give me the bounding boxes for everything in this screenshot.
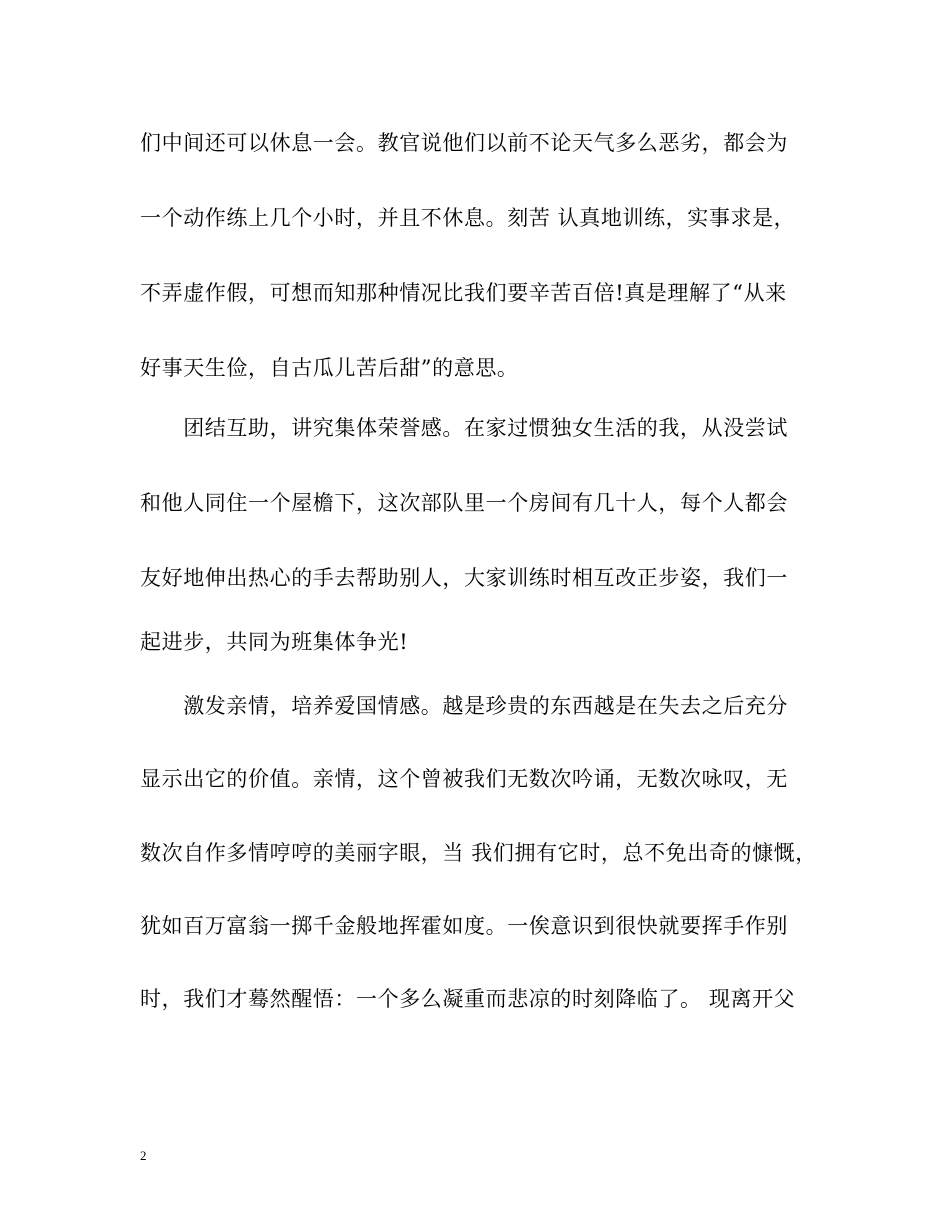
text-line: 团结互助，讲究集体荣誉感。在家过惯独女生活的我，从没尝试: [140, 416, 788, 440]
text-line: 好事天生俭，自古瓜儿苦后甜”的意思。: [140, 356, 519, 380]
text-line: 一个动作练上几个小时，并且不休息。刻苦 认真地训练，实事求是，: [140, 206, 796, 230]
text-line: 起进步，共同为班集体争光!: [140, 630, 409, 654]
text-line: 们中间还可以休息一会。教官说他们以前不论天气多么恶劣，都会为: [140, 131, 788, 155]
text-line: 显示出它的价值。亲情，这个曾被我们无数次吟诵，无数次咏叹，无: [140, 767, 788, 791]
text-line: 和他人同住一个屋檐下，这次部队里一个房间有几十人，每个人都会: [140, 491, 788, 515]
text-line: 数次自作多情哼哼的美丽字眼，当 我们拥有它时，总不免出奇的慷慨，: [140, 841, 817, 865]
text-line: 犹如百万富翁一掷千金般地挥霍如度。一俟意识到很快就要挥手作别: [140, 914, 788, 938]
page-number: 2: [140, 1148, 147, 1163]
text-line: 时，我们才蓦然醒悟：一个多么凝重而悲凉的时刻降临了。 现离开父: [140, 987, 796, 1011]
text-line: 激发亲情，培养爱国情感。越是珍贵的东西越是在失去之后充分: [140, 694, 788, 718]
text-line: 不弄虚作假，可想而知那种情况比我们要辛苦百倍!真是理解了“从来: [140, 281, 787, 305]
text-line: 友好地伸出热心的手去帮助别人，大家训练时相互改正步姿，我们一: [140, 566, 788, 590]
